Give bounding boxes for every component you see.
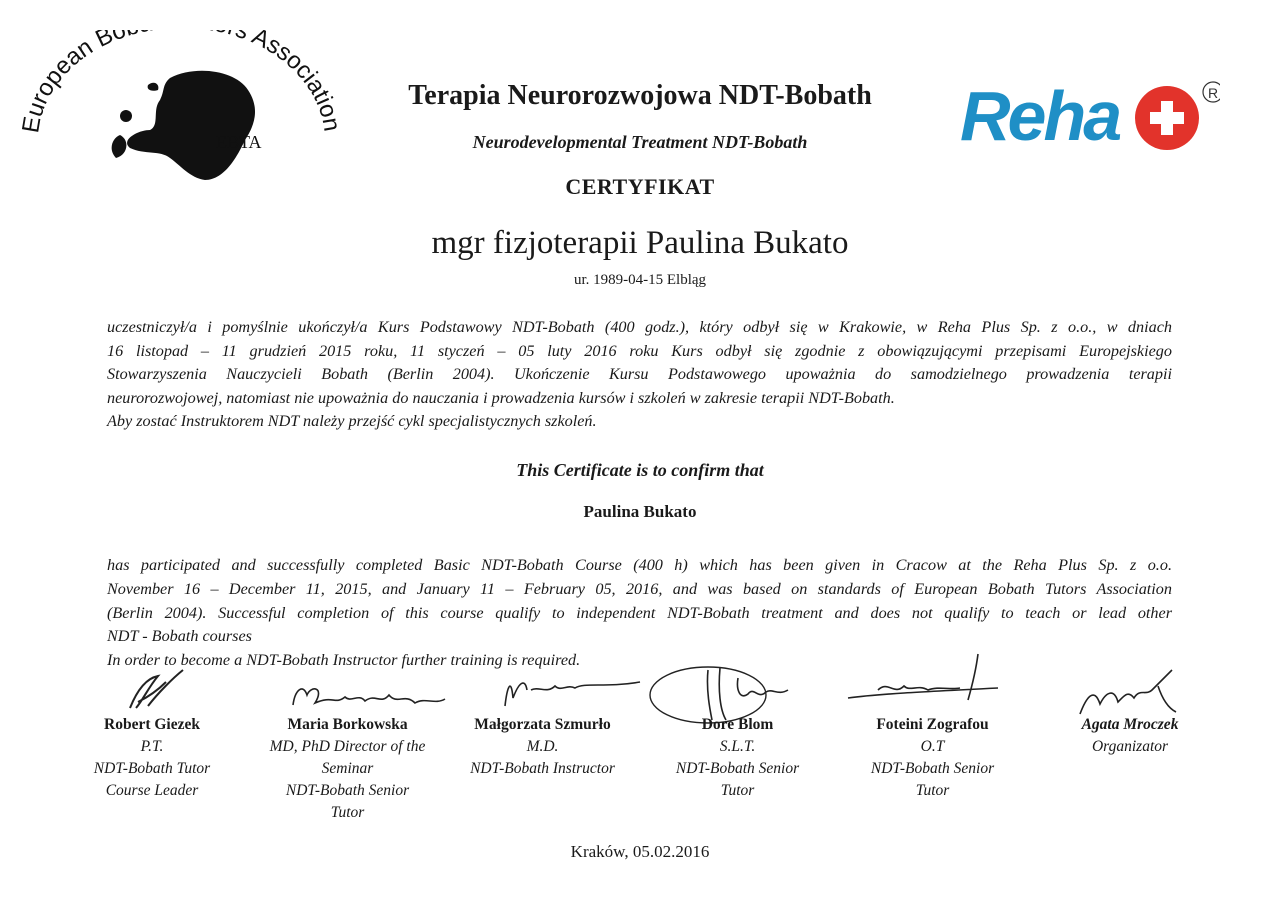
signatory-role: Tutor: [720, 782, 755, 799]
english-body-text: [107, 554, 1172, 673]
reha-logo-text: Reha: [960, 77, 1120, 155]
signatory-name: Agata Mroczek: [1081, 716, 1179, 733]
signatory-role: NDT-Bobath Senior: [675, 760, 800, 777]
signatory-giezek: [72, 714, 232, 802]
signatory-role: Course Leader: [105, 782, 199, 799]
signatory-role: Tutor: [330, 804, 365, 821]
confirm-heading: This Certificate is to confirm that: [516, 460, 764, 480]
signatory-name: Dore Blom: [701, 716, 774, 733]
signatory-borkowska: [255, 714, 440, 824]
polish-line: 16 listopad – 11 grudzień 2015 roku, 11 styczeń – 05 luty 2016 roku Kurs odbył się zgodnie z obowiązującymi przepisami Europejskiego: [107, 341, 1172, 360]
signatory-szmurlo: [455, 714, 630, 780]
signatory-role: Seminar: [321, 760, 374, 777]
signatory-name: Maria Borkowska: [287, 716, 408, 733]
signatory-role: Organizator: [1091, 738, 1169, 755]
english-line: In order to become a NDT-Bobath Instructor further training is required.: [107, 651, 581, 670]
certificate-title: Terapia Neurorozwojowa NDT-Bobath: [408, 80, 872, 111]
reha-plus-logo: [960, 70, 1220, 160]
english-line: (Berlin 2004). Successful completion of this course qualify to independent NDT-Bobath treatment and does not qualify to teach or lead other: [107, 603, 1172, 622]
signatory-role: P.T.: [140, 738, 164, 755]
polish-line: uczestniczył/a i pomyślnie ukończył/a Kurs Podstawowy NDT-Bobath (400 godz.), który odbył się w Krakowie, w Reha Plus Sp. z o.o., w dniach: [107, 318, 1172, 336]
signatory-name: Robert Giezek: [104, 716, 200, 733]
signatory-blom: [660, 714, 815, 802]
signatory-name: Foteini Zografou: [876, 716, 989, 733]
english-line: NDT - Bobath courses: [107, 627, 252, 646]
polish-line: Aby zostać Instruktorem NDT należy przejść cykl specjalistycznych szkoleń.: [107, 412, 597, 430]
english-line: has participated and successfully completed Basic NDT-Bobath Course (400 h) which has been given in Cracow at the Reha Plus Sp. z o.o.: [107, 556, 1172, 574]
signatory-role: Tutor: [915, 782, 950, 799]
signatory-role: O.T: [920, 738, 945, 755]
polish-line: Stowarzyszenia Nauczycieli Bobath (Berlin 2004). Ukończenie Kursu Podstawowego upoważnia do samodzielnego prowadzenia terapii: [107, 365, 1172, 383]
signatory-mroczek: [1060, 714, 1200, 758]
place-and-date: Kraków, 05.02.2016: [570, 842, 710, 861]
recipient-name: Paulina Bukato: [583, 502, 697, 521]
certificate-heading: CERTYFIKAT: [565, 174, 715, 199]
recipient-birth-info: ur. 1989-04-15 Elbląg: [573, 272, 707, 288]
signatory-name: Małgorzata Szmurło: [474, 716, 611, 733]
signatory-role: NDT-Bobath Tutor: [93, 760, 211, 777]
english-line: November 16 – December 11, 2015, and January 11 – February 05, 2016, and was based on standards of European Bobath Tutors Association: [107, 579, 1172, 598]
signatory-role: NDT-Bobath Senior: [870, 760, 995, 777]
polish-line: neurorozwojowej, natomiast nie upoważnia do nauczania i prowadzenia kursów i szkoleń w zakresie terapii NDT-Bobath.: [107, 388, 895, 407]
certificate-subtitle: Neurodevelopmental Treatment NDT-Bobath: [472, 132, 808, 152]
signatory-role: NDT-Bobath Instructor: [470, 760, 615, 777]
signatory-role: MD, PhD Director of the: [269, 738, 426, 755]
registered-mark: R: [1208, 85, 1219, 101]
signatory-zografou: [855, 714, 1010, 802]
signatory-role: NDT-Bobath Senior: [285, 782, 410, 799]
ebta-abbrev: EBTA: [216, 132, 262, 152]
signature-zografou: [838, 650, 1008, 715]
signature-szmurlo: [495, 668, 645, 718]
signatory-role: S.L.T.: [719, 738, 756, 755]
signatory-role: M.D.: [526, 738, 559, 755]
ebta-arc-text: European Bo s Association: [20, 30, 346, 135]
recipient-full-name: mgr fizjoterapii Paulina Bukato: [431, 225, 849, 261]
polish-body-text: [107, 316, 1172, 434]
